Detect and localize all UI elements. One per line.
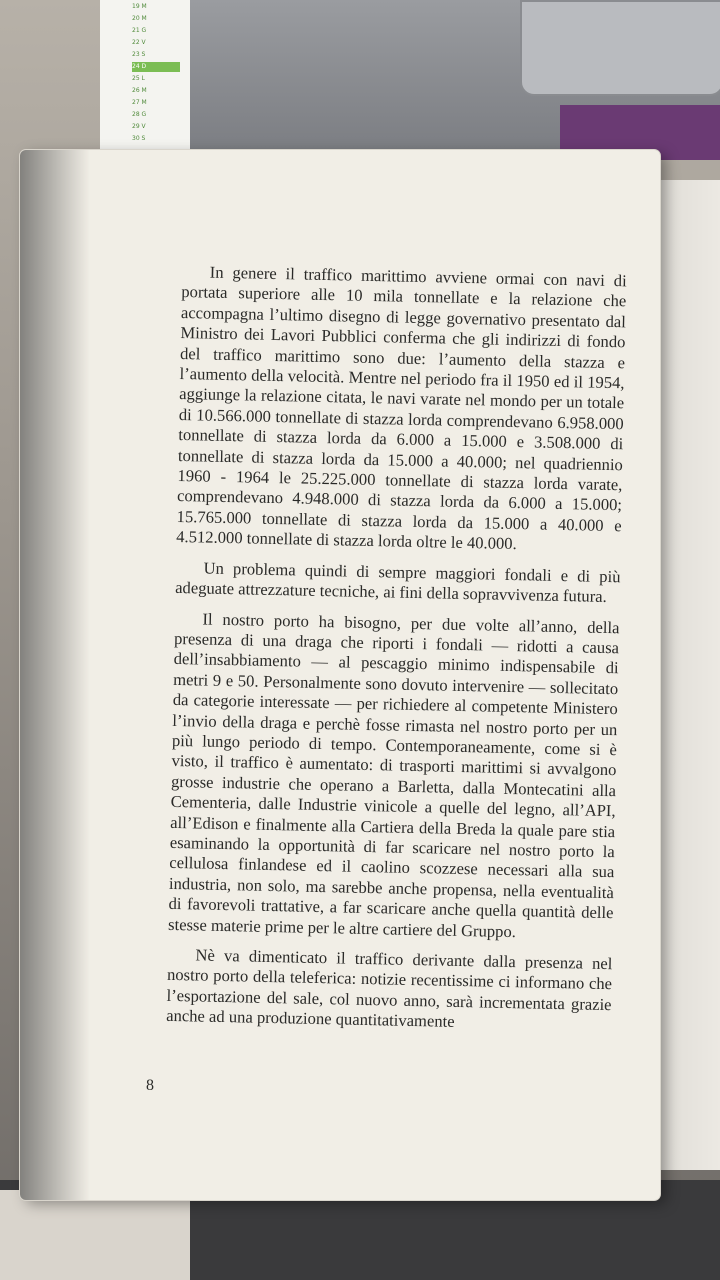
- calendar-row: 26 M: [132, 87, 147, 94]
- calendar-row: 28 G: [132, 111, 147, 118]
- page-body-text: [166, 262, 627, 1046]
- cardboard-box: [0, 1190, 190, 1280]
- page-number: 8: [146, 1077, 154, 1094]
- page-shadow: [20, 150, 90, 1200]
- calendar-row: 21 G: [132, 27, 147, 34]
- paragraph-1: In genere il traffico marittimo avviene ormai con navi di portata superiore alle 10 mila tonnellate e la relazione che accompagna l’ultimo disegno di legge governativo presentato dal Ministro dei Lavori Pubblici conferma che gli indirizzi di fondo del traffico marittimo sono due: l’aumento della stazza e l’aumento della velocità. Mentre nel periodo fra il 1950 ed il 1954, aggiunge la relazione citata, le navi varate nel mondo per un totale di 10.566.000 tonnellate di stazza lorda comprendevano 6.958.000 tonnellate di stazza lorda da 6.000 a 15.000 e 3.508.000 di tonnellate di stazza lorda da 15.000 a 40.000; nel quadriennio 1960 - 1964 le 25.225.000 tonnellate di stazza lorda varate, comprendevano 4.948.000 di stazza lorda da 6.000 a 15.000; 15.765.000 tonnellate di stazza lorda da 15.000 a 40.000 e 4.512.000 tonnellate di stazza lorda oltre le 40.000.: [176, 262, 627, 554]
- calendar-row: 19 M: [132, 3, 147, 10]
- paragraph-4: Nè va dimenticato il traffico derivante dalla presenza nel nostro porto della teleferica: notizie recentissime ci informano che l’esportazione del sale, col nuovo anno, sarà incrementata grazie anche ad una produzione quantitativamente: [166, 945, 613, 1032]
- calendar-row: 29 V: [132, 123, 146, 130]
- calendar-row: 30 S: [132, 135, 146, 142]
- calendar-row: 25 L: [132, 75, 145, 82]
- calendar-row: 20 M: [132, 15, 147, 22]
- calendar-row: 22 V: [132, 39, 146, 46]
- calendar-row: 27 M: [132, 99, 147, 106]
- paragraph-3: Il nostro porto ha bisogno, per due volte all’anno, della presenza di una draga che riporti i fondali — ridotti a causa dell’insabbiamento — al pescaggio minimo indispensabile di metri 9 e 50. Personalmente sono dovuto intervenire — sollecitato da categorie interessate — per richiedere al competente Ministero l’invio della draga e perchè fosse rimasta nel nostro porto per un più lungo periodo di tempo. Contemporaneamente, come si è visto, il traffico è aumentato: di trasporti marittimi si avvalgono grosse industrie che operano a Barletta, dalla Montecatini alla Cementeria, dalle Industrie vinicole a quelle del legno, all’API, all’Edison e finalmente alla Cartiera della Breda la quale pare stia esaminando la opportunità di far scaricare nel nostro porto la cellulosa finlandese ed il caolino scozzese necessari alla sua industria, non solo, ma sarebbe anche propensa, nella eventualità di favorevoli trattative, a far scaricare anche quella quantità delle stesse materie prime per le altre cartiere del Gruppo.: [167, 609, 620, 941]
- calendar-row: 23 S: [132, 51, 146, 58]
- paragraph-2: Un problema quindi di sempre maggiori fondali e di più adeguate attrezzature tecniche, ai fini della sopravvivenza futura.: [174, 558, 621, 607]
- calendar-row-highlighted: 24 D: [132, 62, 180, 72]
- laptop-lid: [520, 0, 720, 96]
